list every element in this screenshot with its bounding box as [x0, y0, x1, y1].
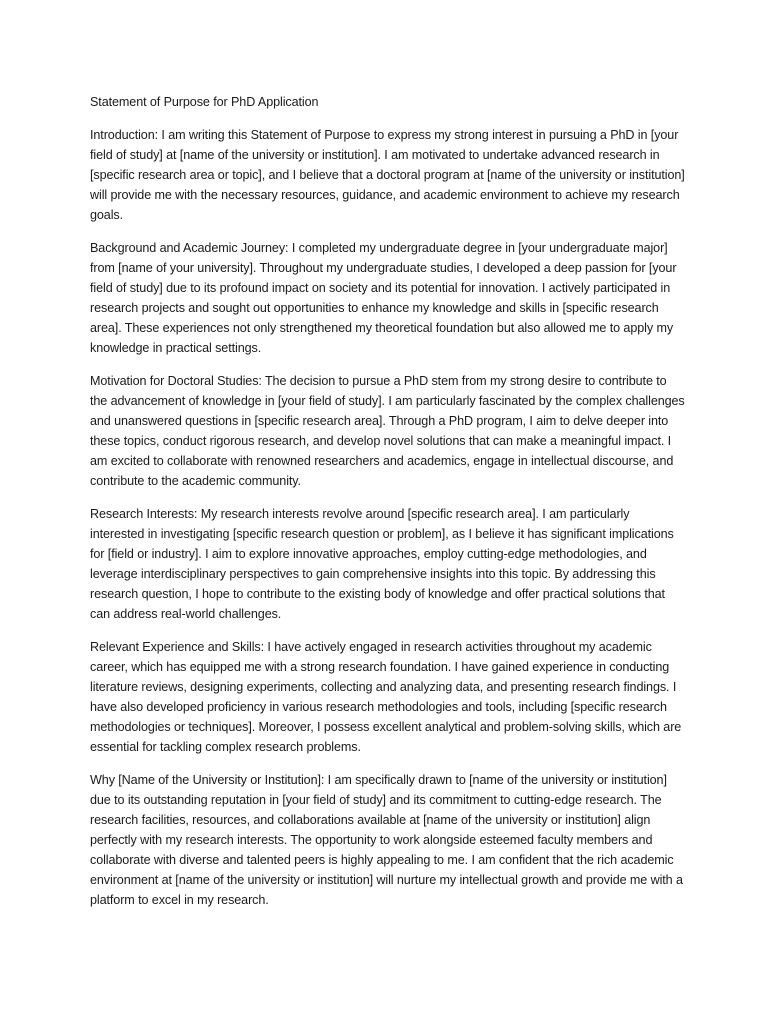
paragraph-introduction: Introduction: I am writing this Statement of Purpose to express my strong interest in pursuing a PhD in [your field of study] at [name of the university or institution]. I am motivated to undertake advanced research in [specific research area or topic], and I believe that a doctoral program at [name of the university or institution] will provide me with the necessary resources, guidance, and academic environment to achieve my research goals.: [90, 128, 685, 222]
paragraph-background: Background and Academic Journey: I completed my undergraduate degree in [your undergraduate major] from [name of your university]. Throughout my undergraduate studies, I developed a deep passion for [your field of study] due to its profound impact on society and its potential for innovation. I actively participated in research projects and sought out opportunities to enhance my knowledge and skills in [specific research area]. These experiences not only strengthened my theoretical foundation but also allowed me to apply my knowledge in practical settings.: [90, 241, 677, 355]
paragraph-motivation: Motivation for Doctoral Studies: The decision to pursue a PhD stem from my strong desire to contribute to the advancement of knowledge in [your field of study]. I am particularly fascinated by the complex challenges and unanswered questions in [specific research area]. Through a PhD program, I aim to delve deeper into these topics, conduct rigorous research, and develop novel solutions that can make a meaningful impact. I am excited to collaborate with renowned researchers and academics, engage in intellectual discourse, and contribute to the academic community.: [90, 374, 685, 488]
paragraph-why-institution: Why [Name of the University or Institution]: I am specifically drawn to [name of the university or institution] due to its outstanding reputation in [your field of study] and its commitment to cutting-edge research. The research facilities, resources, and collaborations available at [name of the university or institution] align perfectly with my research interests. The opportunity to work alongside esteemed faculty members and collaborate with diverse and talented peers is highly appealing to me. I am confident that the rich academic environment at [name of the university or institution] will nurture my intellectual growth and provide me with a platform to excel in my research.: [90, 773, 683, 907]
document-title: Statement of Purpose for PhD Application: [90, 95, 319, 109]
paragraph-experience-skills: Relevant Experience and Skills: I have actively engaged in research activities throughout my academic career, which has equipped me with a strong research foundation. I have gained experience in conducting literature reviews, designing experiments, collecting and analyzing data, and presenting research findings. I have also developed proficiency in various research methodologies and tools, including [specific research methodologies or techniques]. Moreover, I possess excellent analytical and problem-solving skills, which are essential for tackling complex research problems.: [90, 640, 682, 754]
paragraph-research-interests: Research Interests: My research interests revolve around [specific research area]. I am particularly interested in investigating [specific research question or problem], as I believe it has significant implications for [field or industry]. I aim to explore innovative approaches, employ cutting-edge methodologies, and leverage interdisciplinary perspectives to gain comprehensive insights into this topic. By addressing this research question, I hope to contribute to the existing body of knowledge and offer practical solutions that can address real-world challenges.: [90, 507, 674, 621]
document-body: [90, 92, 686, 923]
